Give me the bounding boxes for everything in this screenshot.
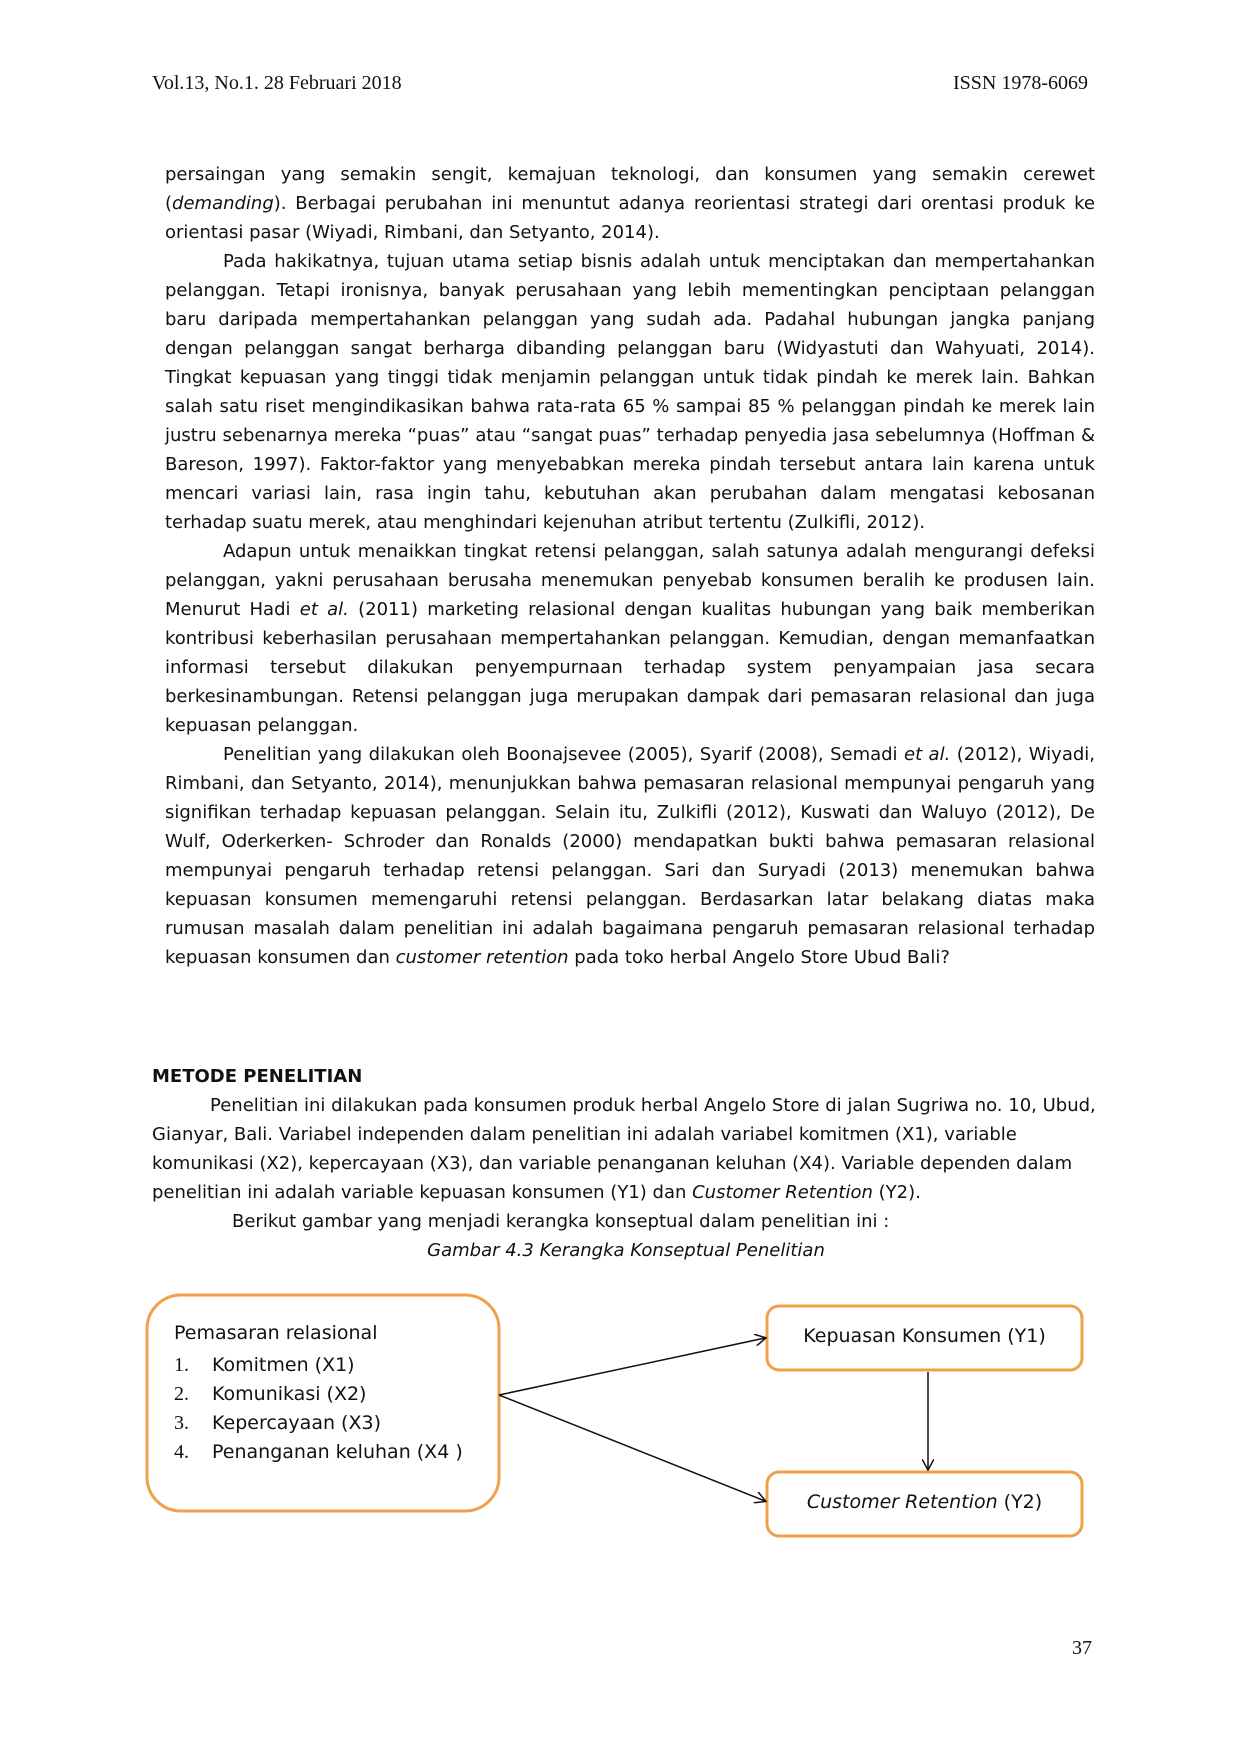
arrow-x-to-y2 <box>499 1395 765 1501</box>
list-item: 1. Komitmen (X1) <box>174 1354 355 1376</box>
figure-intro: Berikut gambar yang menjadi kerangka konseptual dalam penelitian ini : <box>232 1211 890 1232</box>
diagram-variable-list <box>174 1351 463 1467</box>
method-section <box>152 1062 1100 1265</box>
paragraph-3: Adapun untuk menaikkan tingkat retensi pelanggan, salah satunya adalah mengurangi defeksi pelanggan, yakni perusahaan berusaha menemukan penyebab konsumen beralih ke produsen lain. Menurut Hadi et al. (2011) marketing relasional dengan kualitas hubungan yang baik memberikan kontribusi keberhasilan perusahaan mempertahankan pelanggan. Kemudian, dengan memanfaatkan informasi tersebut dilakukan penyempurnaan terhadap system penyampaian jasa secara berkesinambungan. Retensi pelanggan juga merupakan dampak dari pemasaran relasional dan juga kepuasan pelanggan. <box>165 541 1095 736</box>
diagram-y1-label: Kepuasan Konsumen (Y1) <box>803 1325 1046 1347</box>
paragraph-4: Penelitian yang dilakukan oleh Boonajsevee (2005), Syarif (2008), Semadi et al. (2012), Wiyadi, Rimbani, dan Setyanto, 2014), menunjukkan bahwa pemasaran relasional mempunyai pengaruh yang signifikan terhadap kepuasan pelanggan. Selain itu, Zulkifli (2012), Kuswati dan Waluyo (2012), De Wulf, Oderkerken- Schroder dan Ronalds (2000) mendapatkan bukti bahwa pemasaran relasional mempunyai pengaruh terhadap retensi pelanggan. Sari dan Suryadi (2013) menemukan bahwa kepuasan konsumen memengaruhi retensi pelanggan. Berdasarkan latar belakang diatas maka rumusan masalah dalam penelitian ini adalah bagaimana pengaruh pemasaran relasional terhadap kepuasan konsumen dan customer retention pada toko herbal Angelo Store Ubud Bali? <box>165 744 1095 968</box>
body-text <box>165 160 1095 972</box>
section-heading: METODE PENELITIAN <box>152 1066 363 1087</box>
page-number: 37 <box>1072 1637 1092 1659</box>
paragraph-1: persaingan yang semakin sengit, kemajuan teknologi, dan konsumen yang semakin cerewet (demanding). Berbagai perubahan ini menuntut adanya reorientasi strategi dari orentasi produk ke orientasi pasar (Wiyadi, Rimbani, dan Setyanto, 2014). <box>165 164 1095 243</box>
diagram-left-title: Pemasaran relasional <box>174 1322 378 1344</box>
list-item: 4. Penanganan keluhan (X4 ) <box>174 1441 463 1463</box>
journal-volume: Vol.13, No.1. 28 Februari 2018 <box>152 72 402 94</box>
figure-caption: Gambar 4.3 Kerangka Konseptual Penelitian <box>427 1240 825 1261</box>
journal-issn: ISSN 1978-6069 <box>952 72 1088 94</box>
list-item: 3. Kepercayaan (X3) <box>174 1412 381 1434</box>
paragraph-2: Pada hakikatnya, tujuan utama setiap bisnis adalah untuk menciptakan dan mempertahankan pelanggan. Tetapi ironisnya, banyak perusahaan yang lebih mementingkan penciptaan pelanggan baru daripada mempertahankan pelanggan yang sudah ada. Padahal hubungan jangka panjang dengan pelanggan sangat berharga dibanding pelanggan baru (Widyastuti dan Wahyuati, 2014). Tingkat kepuasan yang tinggi tidak menjamin pelanggan untuk tidak pindah ke merek lain. Bahkan salah satu riset mengindikasikan bahwa rata-rata 65 % sampai 85 % pelanggan pindah ke merek lain justru sebenarnya mereka “puas” atau “sangat puas” terhadap penyedia jasa sebelumnya (Hoffman & Bareson, 1997). Faktor-faktor yang menyebabkan mereka pindah tersebut antara lain karena untuk mencari variasi lain, rasa ingin tahu, kebutuhan akan perubahan dalam mengatasi kebosanan terhadap suatu merek, atau menghindari kejenuhan atribut tertentu (Zulkifli, 2012). <box>165 251 1095 533</box>
arrow-x-to-y1 <box>499 1338 765 1395</box>
list-item: 2. Komunikasi (X2) <box>174 1383 367 1405</box>
diagram-y2-label: Customer Retention (Y2) <box>806 1491 1043 1513</box>
method-paragraph: Penelitian ini dilakukan pada konsumen produk herbal Angelo Store di jalan Sugriwa no. 10, Ubud, Gianyar, Bali. Variabel independen dalam penelitian ini adalah variabel komitmen (X1), variable komunikasi (X2), kepercayaan (X3), dan variable penanganan keluhan (X4). Variable dependen dalam penelitian ini adalah variable kepuasan konsumen (Y1) dan Customer Retention (Y2). <box>152 1095 1096 1203</box>
